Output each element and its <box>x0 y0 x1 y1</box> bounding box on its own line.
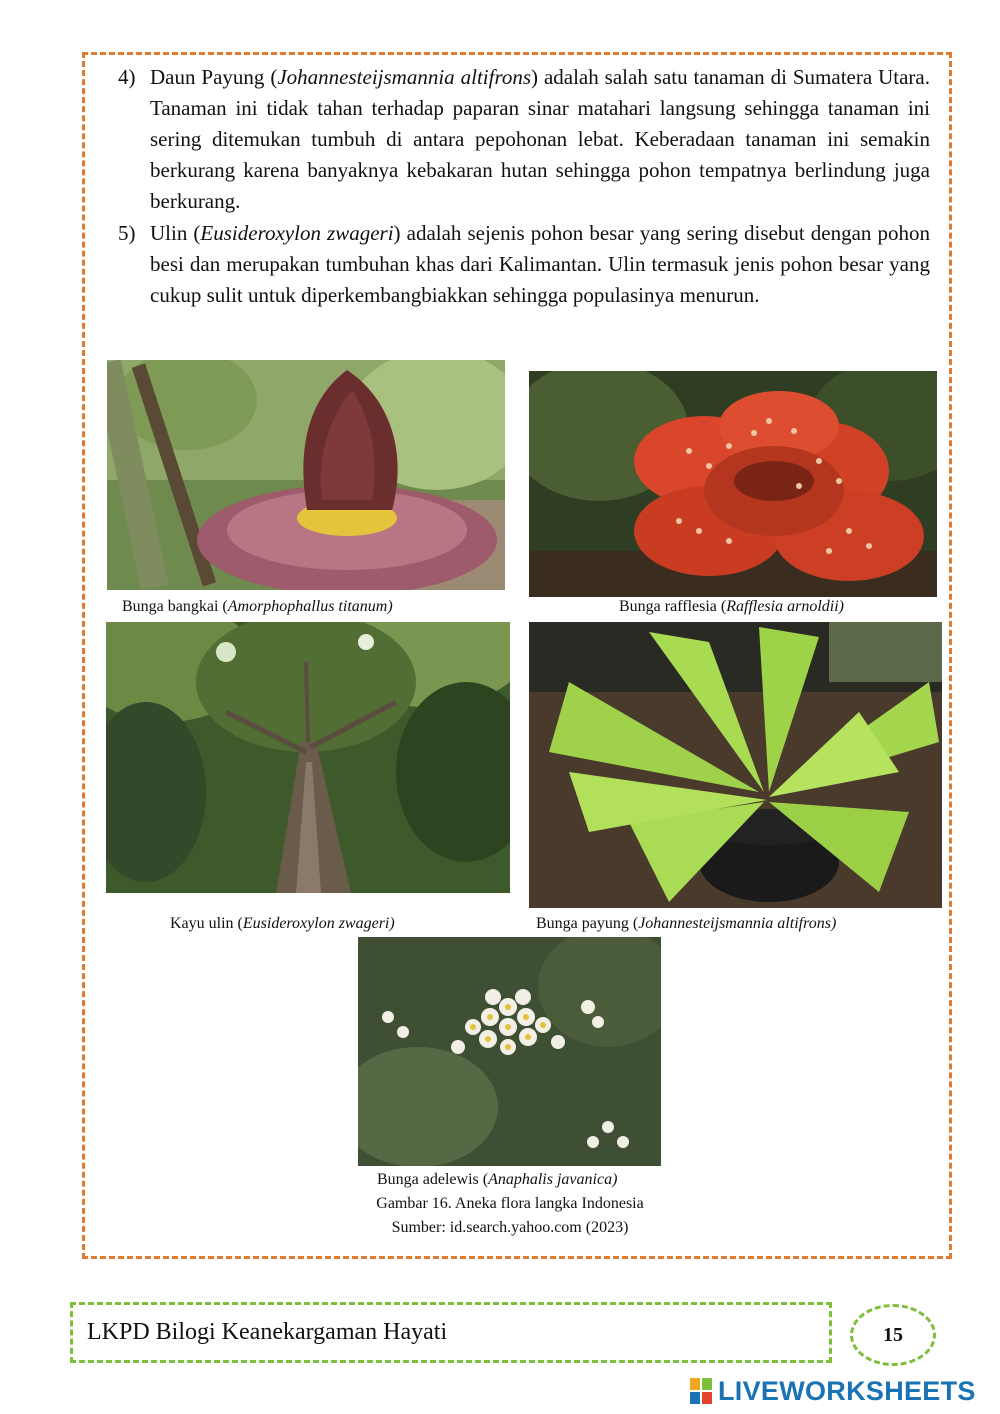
caption-latin: Johannesteijsmannia altifrons) <box>638 915 837 932</box>
caption-bunga-bangkai <box>122 597 393 617</box>
photo-bunga-payung <box>529 622 942 908</box>
caption-bunga-adelewis <box>377 1170 617 1190</box>
list-item-text <box>150 62 930 217</box>
caption-kayu-ulin <box>170 914 395 934</box>
description: ) adalah sejenis pohon besar yang sering disebut dengan pohon besi dan merupakan tumbuhan khas dari Kalimantan. Ulin termasuk jenis pohon besar yang cukup sulit untuk diperkembangbiakkan sehingga populasinya menurun. <box>150 221 931 307</box>
caption-bunga-payung <box>536 914 836 934</box>
list-item-text <box>150 218 930 311</box>
figure-source: Sumber: id.search.yahoo.com (2023) <box>391 1219 629 1236</box>
figure-title: Gambar 16. Aneka flora langka Indonesia <box>376 1195 644 1212</box>
caption-name: Bunga adelewis ( <box>377 1171 489 1188</box>
latin-name: Johannesteijsmannia altifrons <box>277 65 532 89</box>
liveworksheets-logo-icon <box>690 1378 712 1404</box>
caption-name: Bunga payung ( <box>536 915 639 932</box>
caption-name: Bunga bangkai ( <box>122 598 228 615</box>
photo-bunga-bangkai <box>107 360 505 590</box>
photo-kayu-ulin <box>106 622 510 893</box>
plant-name: Daun Payung ( <box>150 65 278 89</box>
caption-latin: Eusideroxylon zwageri) <box>242 915 395 932</box>
caption-name: Bunga rafflesia ( <box>619 598 727 615</box>
liveworksheets-wordmark: LIVEWORKSHEETS <box>718 1375 976 1406</box>
caption-name: Kayu ulin ( <box>170 915 243 932</box>
photo-bunga-adelewis <box>358 937 661 1166</box>
page-number: 15 <box>850 1304 936 1366</box>
caption-latin: Rafflesia arnoldii) <box>726 598 844 615</box>
photo-rafflesia <box>529 371 937 597</box>
caption-latin: Amorphophallus titanum) <box>227 598 393 615</box>
footer-title: LKPD Bilogi Keanekargaman Hayati <box>70 1302 832 1363</box>
latin-name: Eusideroxylon zwageri <box>200 221 394 245</box>
list-number: 5) <box>118 221 136 245</box>
list-number: 4) <box>118 65 136 89</box>
list-item-4 <box>118 62 930 217</box>
description: ) adalah salah satu tanaman di Sumatera Utara. Tanaman ini tidak tahan terhadap paparan sinar matahari langsung sehingga tanaman ini sering ditemukan tumbuh di antara pepohonan lebat. Keberadaan tanaman ini semakin berkurang karena banyaknya kebakaran hutan sehingga pohon tempatnya berlindung juga berkurang. <box>150 65 930 213</box>
list-item-5 <box>118 218 930 311</box>
caption-rafflesia <box>619 597 844 617</box>
caption-latin: Anaphalis javanica) <box>488 1171 618 1188</box>
liveworksheets-brand[interactable] <box>690 1374 990 1408</box>
plant-name: Ulin ( <box>150 221 201 245</box>
